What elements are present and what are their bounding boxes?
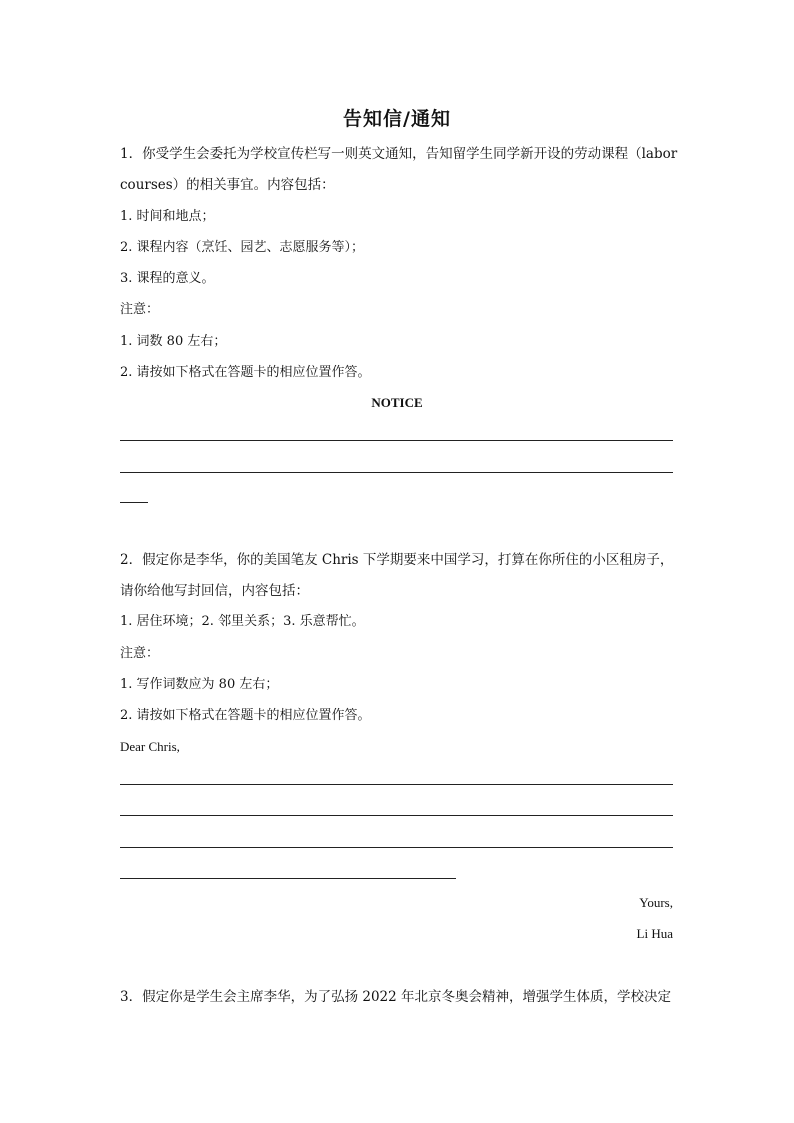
- q2-prompt-line-1: 2．假定你是李华，你的美国笔友 Chris 下学期要来中国学习，打算在你所住的小区租房子，: [120, 552, 674, 568]
- q3-prompt-line-1: 3．假定你是学生会主席李华，为了弘扬 2022 年北京冬奥会精神，增强学生体质，学校决定: [120, 989, 672, 1005]
- q2-note-label: 注意：: [120, 646, 160, 661]
- notice-heading: NOTICE: [371, 395, 423, 410]
- letter-closing: Yours,: [639, 895, 673, 910]
- q1-prompt-line-1: 1．你受学生会委托为学校宣传栏写一则英文通知，告知留学生同学新开设的劳动课程（labor: [120, 146, 678, 162]
- answer-line: [120, 815, 673, 816]
- q2-prompt-line-2: 请你给他写封回信，内容包括：: [120, 583, 309, 599]
- answer-line: [120, 472, 673, 473]
- page-title: 告知信/通知: [343, 108, 451, 130]
- q1-prompt-line-2: courses）的相关事宜。内容包括：: [120, 177, 335, 193]
- q2-note-2: 2. 请按如下格式在答题卡的相应位置作答。: [120, 708, 371, 723]
- answer-line: [120, 784, 673, 785]
- q1-item-3: 3. 课程的意义。: [120, 271, 215, 286]
- q2-note-1: 1. 写作词数应为 80 左右；: [120, 677, 279, 692]
- q1-item-1: 1. 时间和地点；: [120, 209, 215, 224]
- q1-note-2: 2. 请按如下格式在答题卡的相应位置作答。: [120, 365, 371, 380]
- answer-line: [120, 440, 673, 441]
- answer-line: [120, 502, 148, 503]
- answer-line: [120, 847, 673, 848]
- answer-line: [120, 878, 456, 879]
- letter-greeting: Dear Chris,: [120, 739, 180, 754]
- q1-note-1: 1. 词数 80 左右；: [120, 334, 227, 349]
- q2-items: 1. 居住环境；2. 邻里关系；3. 乐意帮忙。: [120, 614, 365, 629]
- q1-note-label: 注意：: [120, 302, 160, 317]
- letter-signature: Li Hua: [636, 926, 673, 941]
- q1-item-2: 2. 课程内容（烹饪、园艺、志愿服务等）；: [120, 240, 365, 255]
